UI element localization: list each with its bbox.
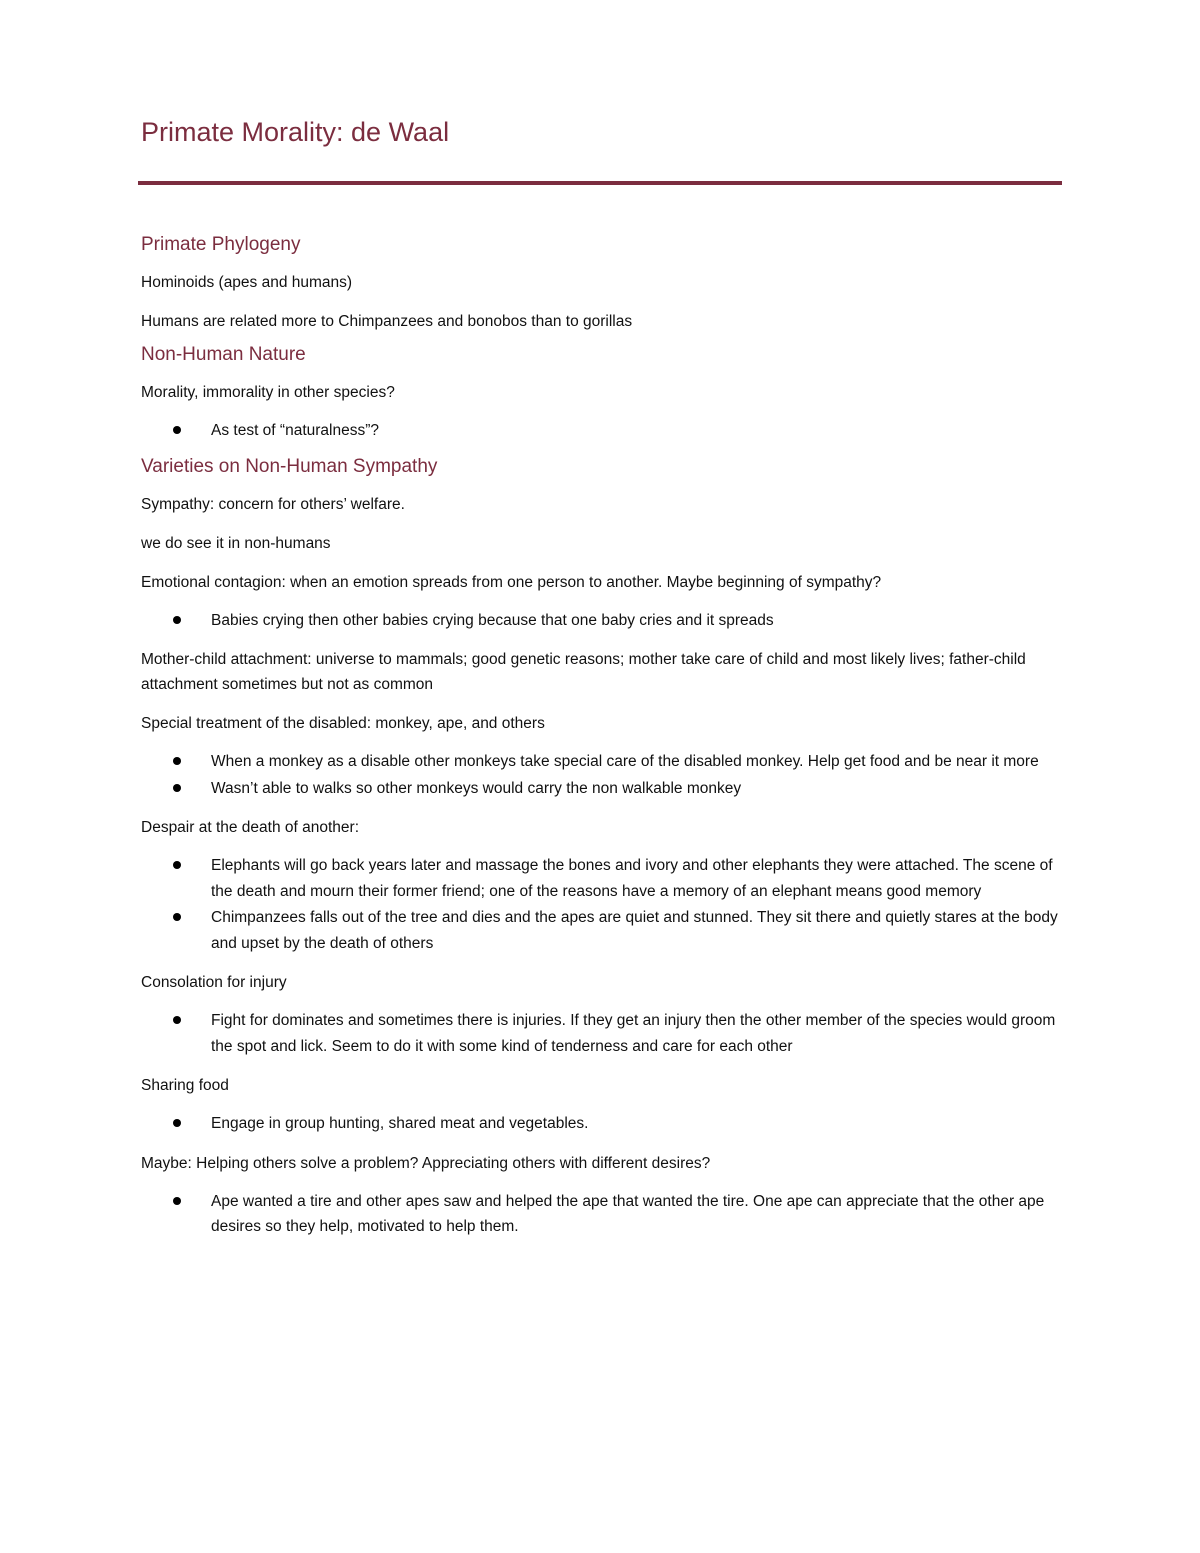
paragraph: Hominoids (apes and humans) xyxy=(141,274,353,291)
paragraph: Emotional contagion: when an emotion spreads from one person to another. Maybe beginning of sympathy? xyxy=(141,573,882,591)
bullet-icon xyxy=(173,1016,181,1024)
section-heading-non-human-nature: Non-Human Nature xyxy=(141,344,306,365)
bullet-icon xyxy=(173,913,181,921)
list-item-text: Chimpanzees falls out of the tree and dies and the apes are quiet and stunned. They sit there and quietly stares at the body and upset by the death of others xyxy=(211,909,1058,952)
bullet-icon xyxy=(173,757,181,765)
bullet-list xyxy=(141,1008,1065,1059)
list-item-text: Elephants will go back years later and massage the bones and ivory and other elephants they were attached. The scene of the death and mourn their former friend; one of the reasons have a memory of an elephant means good memory xyxy=(211,857,1053,900)
list-item xyxy=(141,1008,1065,1059)
paragraph: Despair at the death of another: xyxy=(141,819,360,836)
paragraph: Consolation for injury xyxy=(141,974,287,991)
bullet-icon xyxy=(173,616,181,624)
list-item xyxy=(141,608,1065,634)
list-item xyxy=(141,776,1065,802)
bullet-icon xyxy=(173,784,181,792)
bullet-icon xyxy=(173,861,181,869)
bullet-list xyxy=(141,608,1065,634)
list-item-text: Engage in group hunting, shared meat and vegetables. xyxy=(211,1115,589,1132)
bullet-list xyxy=(141,853,1065,956)
list-item-text: Fight for dominates and sometimes there is injuries. If they get an injury then the other member of the species would groom the spot and lick. Seem to do it with some kind of tenderness and care for each other xyxy=(211,1012,1056,1055)
list-item xyxy=(141,418,1065,444)
paragraph: we do see it in non-humans xyxy=(141,534,331,552)
bullet-list xyxy=(141,749,1065,801)
list-item-text: Wasn’t able to walks so other monkeys would carry the non walkable monkey xyxy=(211,779,742,797)
list-item xyxy=(141,1189,1065,1240)
paragraph: Special treatment of the disabled: monkey, ape, and others xyxy=(141,715,545,732)
paragraph: Sharing food xyxy=(141,1077,229,1094)
paragraph: Sympathy: concern for others’ welfare. xyxy=(141,495,405,513)
list-item xyxy=(141,905,1065,956)
bullet-list xyxy=(141,1111,1065,1137)
list-item-text: When a monkey as a disable other monkeys take special care of the disabled monkey. Help get food and be near it more xyxy=(211,753,1039,770)
paragraph: Humans are related more to Chimpanzees and bonobos than to gorillas xyxy=(141,313,633,330)
list-item xyxy=(141,1111,1065,1137)
bullet-list xyxy=(141,418,1065,444)
paragraph: Morality, immorality in other species? xyxy=(141,384,395,401)
title-divider xyxy=(138,181,1062,185)
document-body xyxy=(141,232,1065,1241)
paragraph: Maybe: Helping others solve a problem? Appreciating others with different desires? xyxy=(141,1154,711,1172)
list-item-text: Ape wanted a tire and other apes saw and helped the ape that wanted the tire. One ape can appreciate that the other ape desires so they help, motivated to help them. xyxy=(211,1192,1045,1235)
list-item xyxy=(141,749,1065,775)
list-item-text: Babies crying then other babies crying because that one baby cries and it spreads xyxy=(211,611,774,629)
bullet-icon xyxy=(173,1197,181,1205)
list-item xyxy=(141,853,1065,904)
section-heading-primate-phylogeny: Primate Phylogeny xyxy=(141,234,301,255)
bullet-icon xyxy=(173,426,181,434)
bullet-list xyxy=(141,1189,1065,1240)
section-heading-varieties-sympathy: Varieties on Non-Human Sympathy xyxy=(141,455,438,477)
list-item-text: As test of “naturalness”? xyxy=(211,422,379,439)
bullet-icon xyxy=(173,1119,181,1127)
paragraph: Mother-child attachment: universe to mammals; good genetic reasons; mother take care of child and most likely lives; father-child attachment sometimes but not as common xyxy=(141,651,1026,693)
document-title: Primate Morality: de Waal xyxy=(141,117,450,147)
